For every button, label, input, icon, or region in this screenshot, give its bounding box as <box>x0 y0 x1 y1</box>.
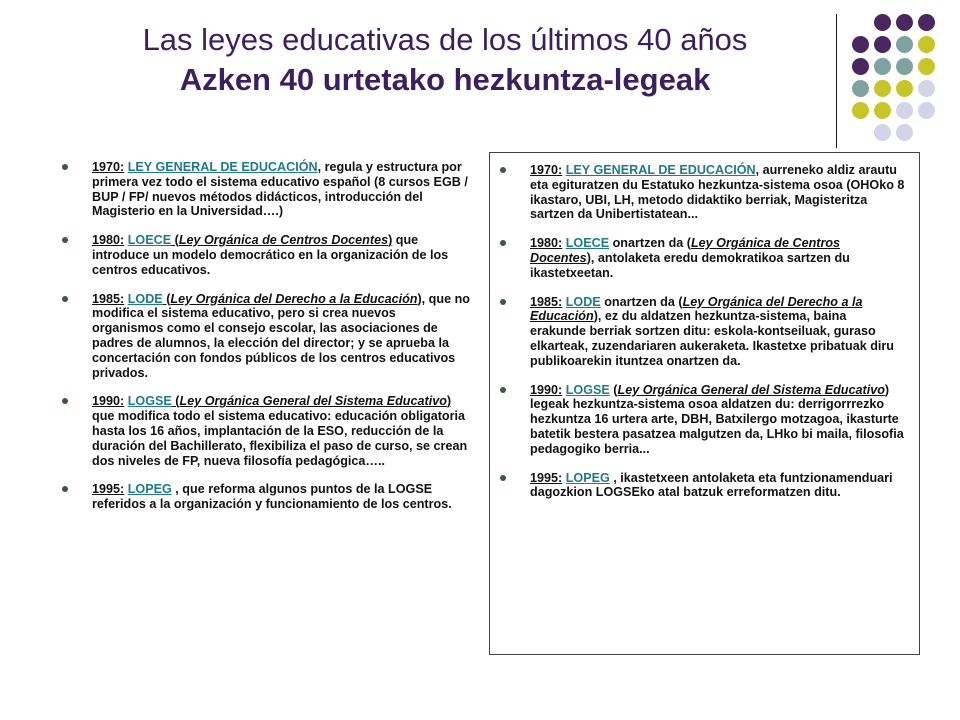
bullet-icon <box>62 164 68 170</box>
decorative-dot <box>896 14 913 31</box>
list-item <box>500 236 905 280</box>
item-text: , regula y estructura por primera vez todo el sistema educativo español (8 cursos EGB / BUP / FP/ nuevos métodos didácticos, introducción del Magisterio en la Universidad….) <box>92 160 468 219</box>
paren-open: onartzen da ( <box>609 236 691 251</box>
law-link-logse[interactable]: LOGSE <box>565 382 610 397</box>
item-text: que modifica todo el sistema educativo: educación obligatoria hasta los 16 años, implantación de la ESO, reducción de la duración del Bachillerato, flexibiliza el paso de curso, se crean dos niveles de FP, nueva filosofía pedagógica….. <box>92 409 468 468</box>
law-link-lopeg[interactable]: LOPEG <box>127 482 172 497</box>
paren-open: onartzen da ( <box>600 294 683 309</box>
item-text: que introduce un modelo democrático en la organización de los centros educativos. <box>92 233 449 277</box>
decorative-dot <box>918 14 935 31</box>
law-link-lode[interactable]: LODE <box>565 294 601 309</box>
paren-close: ), <box>586 250 595 265</box>
list-item <box>62 292 470 381</box>
basque-column <box>489 152 920 655</box>
year: 1970: <box>530 163 563 177</box>
list-item <box>500 163 905 222</box>
item-text: que no modifica el sistema educativo, pero si crea nuevos organismos como el consejo escolar, las asociaciones de padres de alumnos, la elección del director; y se aprueba la concertación con fondos públicos de los centros educativos privados. <box>92 291 470 380</box>
bullet-icon <box>500 240 506 246</box>
decorative-dot <box>874 80 891 97</box>
spanish-column <box>62 160 470 526</box>
decorative-dot <box>918 102 935 119</box>
list-item <box>62 233 470 277</box>
decorative-dot <box>874 14 891 31</box>
decorative-dot <box>852 58 869 75</box>
year: 1980: <box>92 233 125 248</box>
year: 1995: <box>530 470 563 485</box>
year: 1985: <box>92 291 125 306</box>
title-spanish: Las leyes educativas de los últimos 40 años <box>142 22 748 57</box>
item-text: , ikastetxeen antolaketa eta funtzionamenduari dagozkion LOGSEko atal batzuk erreformatzen ditu. <box>530 470 893 500</box>
paren-close: ) <box>446 394 452 409</box>
law-full-name: Ley Orgánica del Derecho a la Educación <box>170 291 418 306</box>
decorative-dot <box>852 36 869 53</box>
item-text: , aurreneko aldiz arautu eta egituratzen du Estatuko hezkuntza-sistema osoa (OHOko 8 ikastaro, UBI, LH, metodo didaktiko berriak, Magisteritza sartzen da Unibertistatean... <box>530 163 905 222</box>
law-link-lge[interactable]: LEY GENERAL DE EDUCACIÓN <box>565 163 756 177</box>
law-link-lge[interactable]: LEY GENERAL DE EDUCACIÓN <box>127 160 318 174</box>
paren-close: ) <box>884 382 890 397</box>
law-link-lopeg[interactable]: LOPEG <box>565 470 610 485</box>
year: 1980: <box>530 236 563 251</box>
decorative-dot <box>852 80 869 97</box>
slide-title <box>60 20 830 100</box>
list-item <box>500 471 905 501</box>
law-full-name: Ley Orgánica del Derecho a la Educación <box>530 294 863 324</box>
law-full-name: Ley Orgánica de Centros Docentes <box>530 236 841 265</box>
item-text: legeak hezkuntza-sistema osoa aldatzen du: derrigorrrezko hezkuntza 16 urtera arte, DBH, Batxilergo motzagoa, ikasturte batetik bestera pasatzea malgutzen da, LHko bi maila, filosofia pedagogiko berria... <box>530 397 904 456</box>
bullet-icon <box>500 475 506 481</box>
paren-open: ( <box>162 291 171 306</box>
bullet-icon <box>62 296 68 302</box>
bullet-icon <box>500 387 506 393</box>
paren-open: ( <box>171 233 179 248</box>
paren-close: ), <box>593 309 602 324</box>
year: 1990: <box>530 382 563 397</box>
law-link-loece[interactable]: LOECE <box>127 233 172 248</box>
bullet-icon <box>62 486 68 492</box>
decorative-vertical-line <box>836 14 837 148</box>
list-item <box>500 383 905 457</box>
decorative-dot <box>896 80 913 97</box>
decorative-dot <box>918 58 935 75</box>
decorative-dot <box>896 58 913 75</box>
paren-close: ) <box>388 233 393 248</box>
year: 1985: <box>530 294 563 309</box>
law-link-logse[interactable]: LOGSE <box>127 394 172 409</box>
law-full-name: Ley Orgánica de Centros Docentes <box>178 233 389 248</box>
decorative-dot <box>874 102 891 119</box>
bullet-icon <box>62 237 68 243</box>
list-item <box>62 160 470 219</box>
decorative-dot <box>852 102 869 119</box>
law-link-loece[interactable]: LOECE <box>565 236 610 251</box>
decorative-dot <box>896 124 913 141</box>
year: 1995: <box>92 482 125 497</box>
paren-open: ( <box>609 382 618 397</box>
bullet-icon <box>62 398 68 404</box>
list-item <box>62 394 470 468</box>
decorative-dot <box>918 80 935 97</box>
list-item <box>62 482 470 512</box>
law-link-lode[interactable]: LODE <box>127 291 163 306</box>
decorative-dot <box>874 58 891 75</box>
decorative-dot <box>874 36 891 53</box>
item-text: antolaketa eredu demokratikoa sartzen du ikastetxeetan. <box>530 250 850 280</box>
title-basque: Azken 40 urtetako hezkuntza-legeak <box>179 62 711 97</box>
law-full-name: Ley Orgánica General del Sistema Educativo <box>179 394 447 409</box>
bullet-icon <box>500 299 506 305</box>
decorative-dot <box>874 124 891 141</box>
year: 1990: <box>92 394 125 409</box>
list-item <box>500 295 905 369</box>
decorative-dot <box>896 102 913 119</box>
item-text: ez du aldatzen hezkuntza-sistema, baina erakunde berriak sortzen ditu: eskola-kontseiluak, guraso elkarteak, zuzendariaren aukeraketa. Ikastetxe pribatuak diru publikoarekin ituntzea onartzen da. <box>530 309 894 368</box>
item-text: , que reforma algunos puntos de la LOGSE referidos a la organización y funcionamiento de los centros. <box>92 482 452 512</box>
law-full-name: Ley Orgánica General del Sistema Educativo <box>617 382 885 397</box>
bullet-icon <box>500 167 506 173</box>
decorative-dot <box>918 36 935 53</box>
year: 1970: <box>92 160 125 174</box>
paren-open: ( <box>171 394 180 409</box>
paren-close: ), <box>417 291 426 306</box>
decorative-dot <box>896 36 913 53</box>
